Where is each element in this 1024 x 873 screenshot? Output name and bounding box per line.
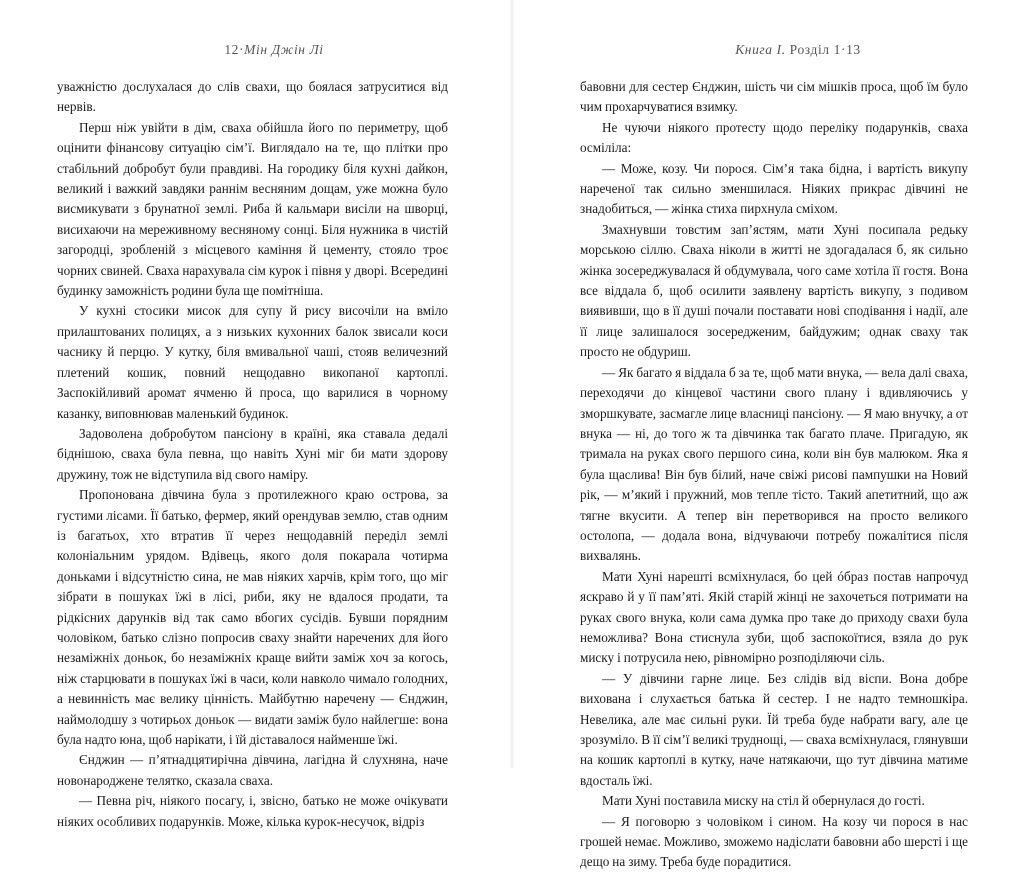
right-page-number: 13 <box>846 42 861 57</box>
left-head-author: Мін Джін Лі <box>244 42 324 57</box>
paragraph: Задоволена добробутом пансіону в країні, яка ставала дедалі біднішою, сваха була певна, що навіть Хуні міг би мати здорову дружину, тож не відступила від свого наміру. <box>57 425 448 482</box>
paragraph: бавовни для сестер Єнджин, шість чи сім мішків проса, щоб їм було чим прохарчуватися взимку. <box>580 79 968 115</box>
left-page <box>0 0 512 829</box>
right-head-book: Книга I. <box>735 42 786 57</box>
paragraph: уважністю дослухалася до слів свахи, що боялася затруситися від нервів. <box>57 79 448 115</box>
left-head-separator: · <box>239 42 245 57</box>
left-text-block <box>57 77 448 832</box>
paragraph: Єнджин — п’ятнадцятирічна дівчина, лагідна й слухняна, наче новонароджене телятко, сказала сваха. <box>57 752 448 788</box>
paragraph: У кухні стосики мисок для супу й рису височіли на вміло прилаштованих полицях, а з низьких кухонних балок звисали коси часнику й перцю. У кутку, біля вмивальної чаші, стояв величезний плетений кошик, повний нещодавно викопаної картоплі. Заспокійливий аромат ячменю й проса, що варилися в чорному казанку, виповнював маленький будинок. <box>57 303 448 421</box>
paragraph: Мати Хуні поставила миску на стіл й обернулася до гості. <box>602 793 925 809</box>
left-running-head <box>0 42 512 58</box>
paragraph: — У дівчини гарне лице. Без слідів від віспи. Вона добре вихована і слухається батька й сестер. І не надто темношкіра. Невелика, але має сильні руки. Їй треба буде набрати вагу, але це зрозуміло. В її сім’ї великі труднощі, — сваха всміхнулася, глянувши на кошик картоплі в кутку, наче натякаючи, що тут дівчина матиме вдосталь їжі. <box>580 670 968 788</box>
paragraph: — Може, козу. Чи порося. Сім’я така бідна, і вартість викупу нареченої так сильно зменшилася. Ніяких прикрас дівчині не знадобиться, — жінка стиха пирхнула сміхом. <box>580 160 968 217</box>
paragraph: Мати Хуні нарешті всміхнулася, бо цей óбраз постав напрочуд яскраво й у її пам’яті. Якій старій жінці не захочеться потримати на руках свого внука, коли сама думка про таке до приходу свахи була неможлива? Вона стиснула зуби, щоб заспокоїтися, взяла до рук миску і потрусила нею, рівномірно розподіляючи сіль. <box>580 568 968 666</box>
paragraph: — Як багато я віддала б за те, щоб мати внука, — вела далі сваха, переходячи до кінцевої частини свого плану і вдивляючись у зморшкувате, засмагле лице власниці пансіону. — Я маю внучку, а от внука — ні, до того ж та дівчинка так багато плаче. Пригадую, як тримала на руках свого першого сина, коли він був малюком. Яка я була щаслива! Він був білий, наче свіжі рисові пампушки на Новий рік, — м’який і пружний, мов тепле тісто. Такий апетитний, що аж тягне вкусити. А тепер він перетворився на просто великого остолопа, — додала вона, відчуваючи потребу пожалітися після вихвалянь. <box>580 364 968 564</box>
paragraph: Перш ніж увійти в дім, сваха обійшла його по периметру, щоб оцінити фінансову ситуацію сім’ї. Виглядало на те, що плітки про стабільний добробут були правдиві. На городику біля кухні дайкон, великий і важкий завдяки раннім весняним дощам, уже можна було висмикувати з брунатної землі. Риба й кальмари висіли на шворці, висихаючи на мереживному весняному сонці. Біля нужника в чистій загородці, зробленій з місцевого каміння й цементу, стояло троє чорних свиней. Сваха нарахувала сім курок і півня у дворі. Всередині будинку заможність родини була ще помітніша. <box>57 119 448 299</box>
right-head-separator: · <box>840 42 847 57</box>
right-running-head <box>512 42 1024 58</box>
paragraph: Змахнувши товстим зап’ястям, мати Хуні посипала редьку морською сіллю. Сваха ніколи в житті не здогадалася б, як сильно жінка зосереджувалася й обдумувала, чого саме хотіла її гостя. Вона все віддала б, щоб осилити заявлену вартість викупу, з подивом виявивши, що в її душі почали поставати нові сподівання і надії, але її лице залишалося зосередженим, байдужим; однак сваху так просто не обдуриш. <box>580 221 968 360</box>
paragraph: — Певна річ, ніякого посагу, і, звісно, батько не може очікувати ніяких особливих подарунків. Може, кілька курок-несучок, відріз <box>57 793 448 829</box>
paragraph: Не чуючи ніякого протесту щодо переліку подарунків, сваха осміліла: <box>580 119 968 156</box>
right-head-chapter: Розділ 1 <box>789 42 841 57</box>
left-page-number: 12 <box>224 42 240 57</box>
right-text-block <box>580 77 968 873</box>
right-page <box>512 0 1024 870</box>
paragraph: — Я поговорю з чоловіком і сином. На козу чи порося в нас грошей немає. Можливо, зможемо надіслати бавовни або шерсті і ще дещо на зиму. Треба буде порадитися. <box>580 813 968 870</box>
paragraph: Пропонована дівчина була з протилежного краю острова, за густими лісами. Її батько, фермер, який орендував землю, став одним із багатьох, хто втратив її через нещодавній переділ землі колоніальним урядом. Вдівець, якого доля покарала чотирма доньками і відсутністю сина, не мав ніяких харчів, крім того, що міг зібрати в пошуках їжі в лісі, риби, яку не вдалося продати, та рідкісних дарунків від так само вбогих сусідів. Бувши порядним чоловіком, батько слізно попросив сваху знайти наречених для його незаміжніх доньок, бо незаміжніх краще вийти заміж хоч за когось, ніж старцювати в пошуках їжі в часи, коли навколо чимало голодних, а невинність має велику цінність. Майбутню наречену — Єнджин, наймолодшу з чотирьох доньок — видати заміж було найлегше: вона була надто юна, щоб нарікати, і їй діставалося найменше їжі. <box>57 487 448 747</box>
